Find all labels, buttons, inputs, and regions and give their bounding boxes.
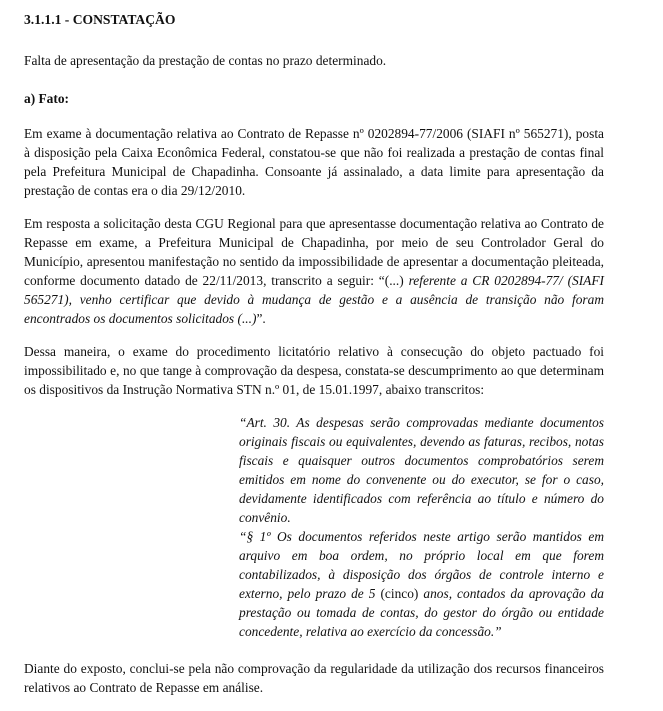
paragraph-conclusao: Diante do exposto, conclui-se pela não comprovação da regularidade da utilização dos recursos financeiros relativos ao Contrato de Repasse em análise.	[24, 661, 604, 695]
quote-paragraph-1-b: (cinco)	[380, 586, 419, 601]
paragraph-exame: Em exame à documentação relativa ao Contrato de Repasse nº 0202894-77/2006 (SIAFI nº 565271), posta à disposição pela Caixa Econômica Federal, constatou-se que não foi realizada a prestação de contas final pela Prefeitura Municipal de Chapadinha. Consoante já assinalado, a data limite para apresentação da prestação de contas era o dia 29/12/2010.	[24, 126, 604, 198]
quote-paragraph-1	[239, 527, 604, 641]
paragraph-dessa-maneira: Dessa maneira, o exame do procedimento licitatório relativo à consecução do objeto pactuado foi impossibilitado e, no que tange à comprovação da despesa, constata-se descumprimento ao que determinam os dispositivos da Instrução Normativa STN n.º 01, de 15.01.1997, abaixo transcritos:	[24, 344, 604, 397]
paragraph-resposta-quote: referente a CR 0202894-77/ (SIAFI 565271), venho certificar que devido à mudança de gestão e a ausência de transição não foram encontrados os documentos solicitados (...)	[24, 273, 604, 326]
paragraph-resposta-intro: Em resposta a solicitação desta CGU Regional para que apresentasse documentação relativa ao Contrato de Repasse em exame, a Prefeitura Municipal de Chapadinha, por meio de seu Controlador Geral do Município, apresentou manifestação no sentido da impossibilidade de apresentar a documentação pleiteada, conforme documento datado de 22/11/2013, transcrito a seguir: “(...)	[24, 216, 604, 288]
quote-article-30: “Art. 30. As despesas serão comprovadas mediante documentos originais fiscais ou equivalentes, devendo as faturas, recibos, notas fiscais e quaisquer outros documentos comprobatórios serem emitidos em nome do convenente ou do executor, se for o caso, devidamente identificados com referência ao título e número do convênio.	[239, 415, 604, 525]
quote-paragraph-1-a: “§ 1º Os documentos referidos neste artigo serão mantidos em arquivo em boa ordem, no próprio local em que forem contabilizados, à disposição dos órgãos de controle interno e externo, pelo prazo de 5	[239, 529, 604, 601]
quote-paragraph-1-c: anos, contados da aprovação da prestação ou tomada de contas, do gestor do órgão ou entidade concedente, relativa ao exercício da concessão.”	[239, 586, 604, 639]
constatacao-text: Falta de apresentação da prestação de contas no prazo determinado.	[24, 53, 387, 68]
paragraph-resposta	[24, 214, 604, 328]
paragraph-resposta-end: ”.	[256, 311, 266, 326]
section-title: 3.1.1.1 - CONSTATAÇÃO	[24, 12, 176, 27]
fato-heading: a) Fato:	[24, 91, 69, 106]
legal-quote-block	[239, 413, 604, 641]
document-page	[24, 10, 604, 711]
